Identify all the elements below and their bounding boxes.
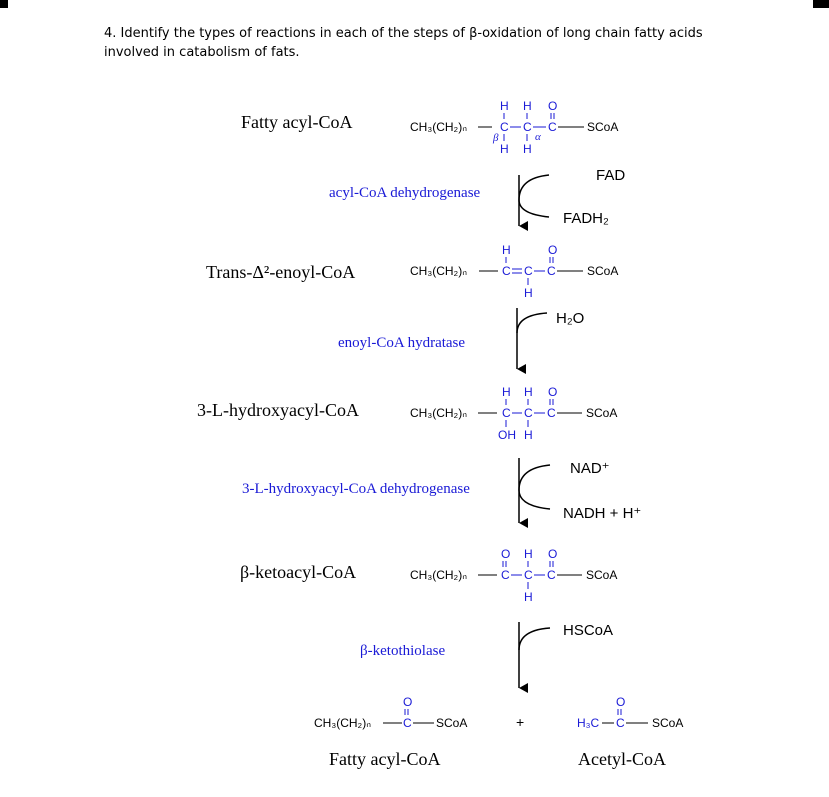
s1-h-top2: H [523, 99, 532, 113]
name-hydroxyacyl-coa: 3-L-hydroxyacyl-CoA [197, 400, 359, 420]
enzyme-enoyl-coa-hydratase: enoyl-CoA hydratase [338, 335, 466, 351]
structure-fatty-acyl-coa [410, 99, 618, 156]
s4-o2: O [548, 547, 558, 561]
s4-c1: C [501, 568, 510, 582]
name-fatty-acyl-coa: Fatty acyl-CoA [241, 112, 353, 132]
s3-c3: C [547, 406, 556, 420]
s2-o: O [548, 243, 558, 257]
s3-h-top1: H [502, 385, 511, 399]
s1-c2: C [523, 120, 532, 134]
structure-hydroxyacyl-coa [410, 385, 617, 442]
s4-c2: C [524, 568, 533, 582]
s3-h-bot: H [524, 428, 533, 442]
cofactor-water: H₂O [556, 310, 585, 327]
s4-h-top: H [524, 547, 533, 561]
structure-product-fatty-acyl-coa [314, 695, 467, 730]
plus-sign: + [516, 714, 525, 730]
s1-c3: C [548, 120, 557, 134]
p2-h3c: H₃C [577, 716, 600, 730]
arrow-step3 [519, 458, 550, 523]
p1-chain: CH₃(CH₂)ₙ [314, 716, 371, 730]
arrow-step4 [519, 622, 550, 688]
question-line-2: involved in catabolism of fats. [104, 45, 300, 60]
p2-o: O [616, 695, 626, 709]
s2-chain: CH₃(CH₂)ₙ [410, 264, 467, 278]
s3-oh: OH [498, 428, 516, 442]
p1-scoa: SCoA [436, 716, 468, 730]
s3-h-top2: H [524, 385, 533, 399]
cofactor-fad: FAD [596, 167, 626, 184]
s3-chain: CH₃(CH₂)ₙ [410, 406, 467, 420]
s3-scoa: SCoA [586, 406, 618, 420]
enzyme-hydroxyacyl-coa-dehydrogenase: 3-L-hydroxyacyl-CoA dehydrogenase [242, 481, 470, 497]
s4-o1: O [501, 547, 511, 561]
s3-o: O [548, 385, 558, 399]
question-line-1: 4. Identify the types of reactions in each of the steps of β-oxidation of long chain fatty acids [104, 26, 703, 41]
arrow-step1 [519, 175, 549, 226]
structure-acetyl-coa [577, 695, 683, 730]
name-ketoacyl-coa: β-ketoacyl-CoA [240, 562, 357, 582]
name-product-fatty-acyl-coa: Fatty acyl-CoA [329, 749, 441, 769]
cofactor-nad: NAD⁺ [570, 460, 610, 477]
enzyme-acyl-coa-dehydrogenase: acyl-CoA dehydrogenase [329, 185, 481, 201]
p2-scoa: SCoA [652, 716, 684, 730]
name-acetyl-coa: Acetyl-CoA [578, 749, 666, 769]
s2-c3: C [547, 264, 556, 278]
p1-c: C [403, 716, 412, 730]
structure-trans-enoyl-coa [410, 243, 618, 300]
s4-c3: C [547, 568, 556, 582]
s3-c1: C [502, 406, 511, 420]
cofactor-hscoa: HSCoA [563, 622, 614, 639]
s1-beta: β [493, 132, 499, 144]
s2-h-top: H [502, 243, 511, 257]
s1-h-bot2: H [523, 142, 532, 156]
enzyme-ketothiolase: β-ketothiolase [360, 643, 446, 659]
s1-o: O [548, 99, 558, 113]
s4-scoa: SCoA [586, 568, 618, 582]
s2-scoa: SCoA [587, 264, 619, 278]
s4-h-bot: H [524, 590, 533, 604]
s4-chain: CH₃(CH₂)ₙ [410, 568, 467, 582]
structure-ketoacyl-coa [410, 547, 617, 604]
s1-alpha: α [535, 131, 541, 143]
s2-c2: C [524, 264, 533, 278]
s2-h-bot: H [524, 286, 533, 300]
s1-chain: CH₃(CH₂)ₙ [410, 120, 467, 134]
s1-h-bot1: H [500, 142, 509, 156]
s3-c2: C [524, 406, 533, 420]
name-trans-enoyl-coa: Trans-Δ²-enoyl-CoA [206, 262, 356, 282]
p1-o: O [403, 695, 413, 709]
cofactor-nadh: NADH + H⁺ [563, 505, 642, 522]
s2-c1: C [502, 264, 511, 278]
s1-c1: C [500, 120, 509, 134]
cofactor-fadh2: FADH₂ [563, 210, 609, 227]
s1-h-top1: H [500, 99, 509, 113]
p2-c: C [616, 716, 625, 730]
arrow-step2 [517, 308, 547, 369]
s1-scoa: SCoA [587, 120, 619, 134]
